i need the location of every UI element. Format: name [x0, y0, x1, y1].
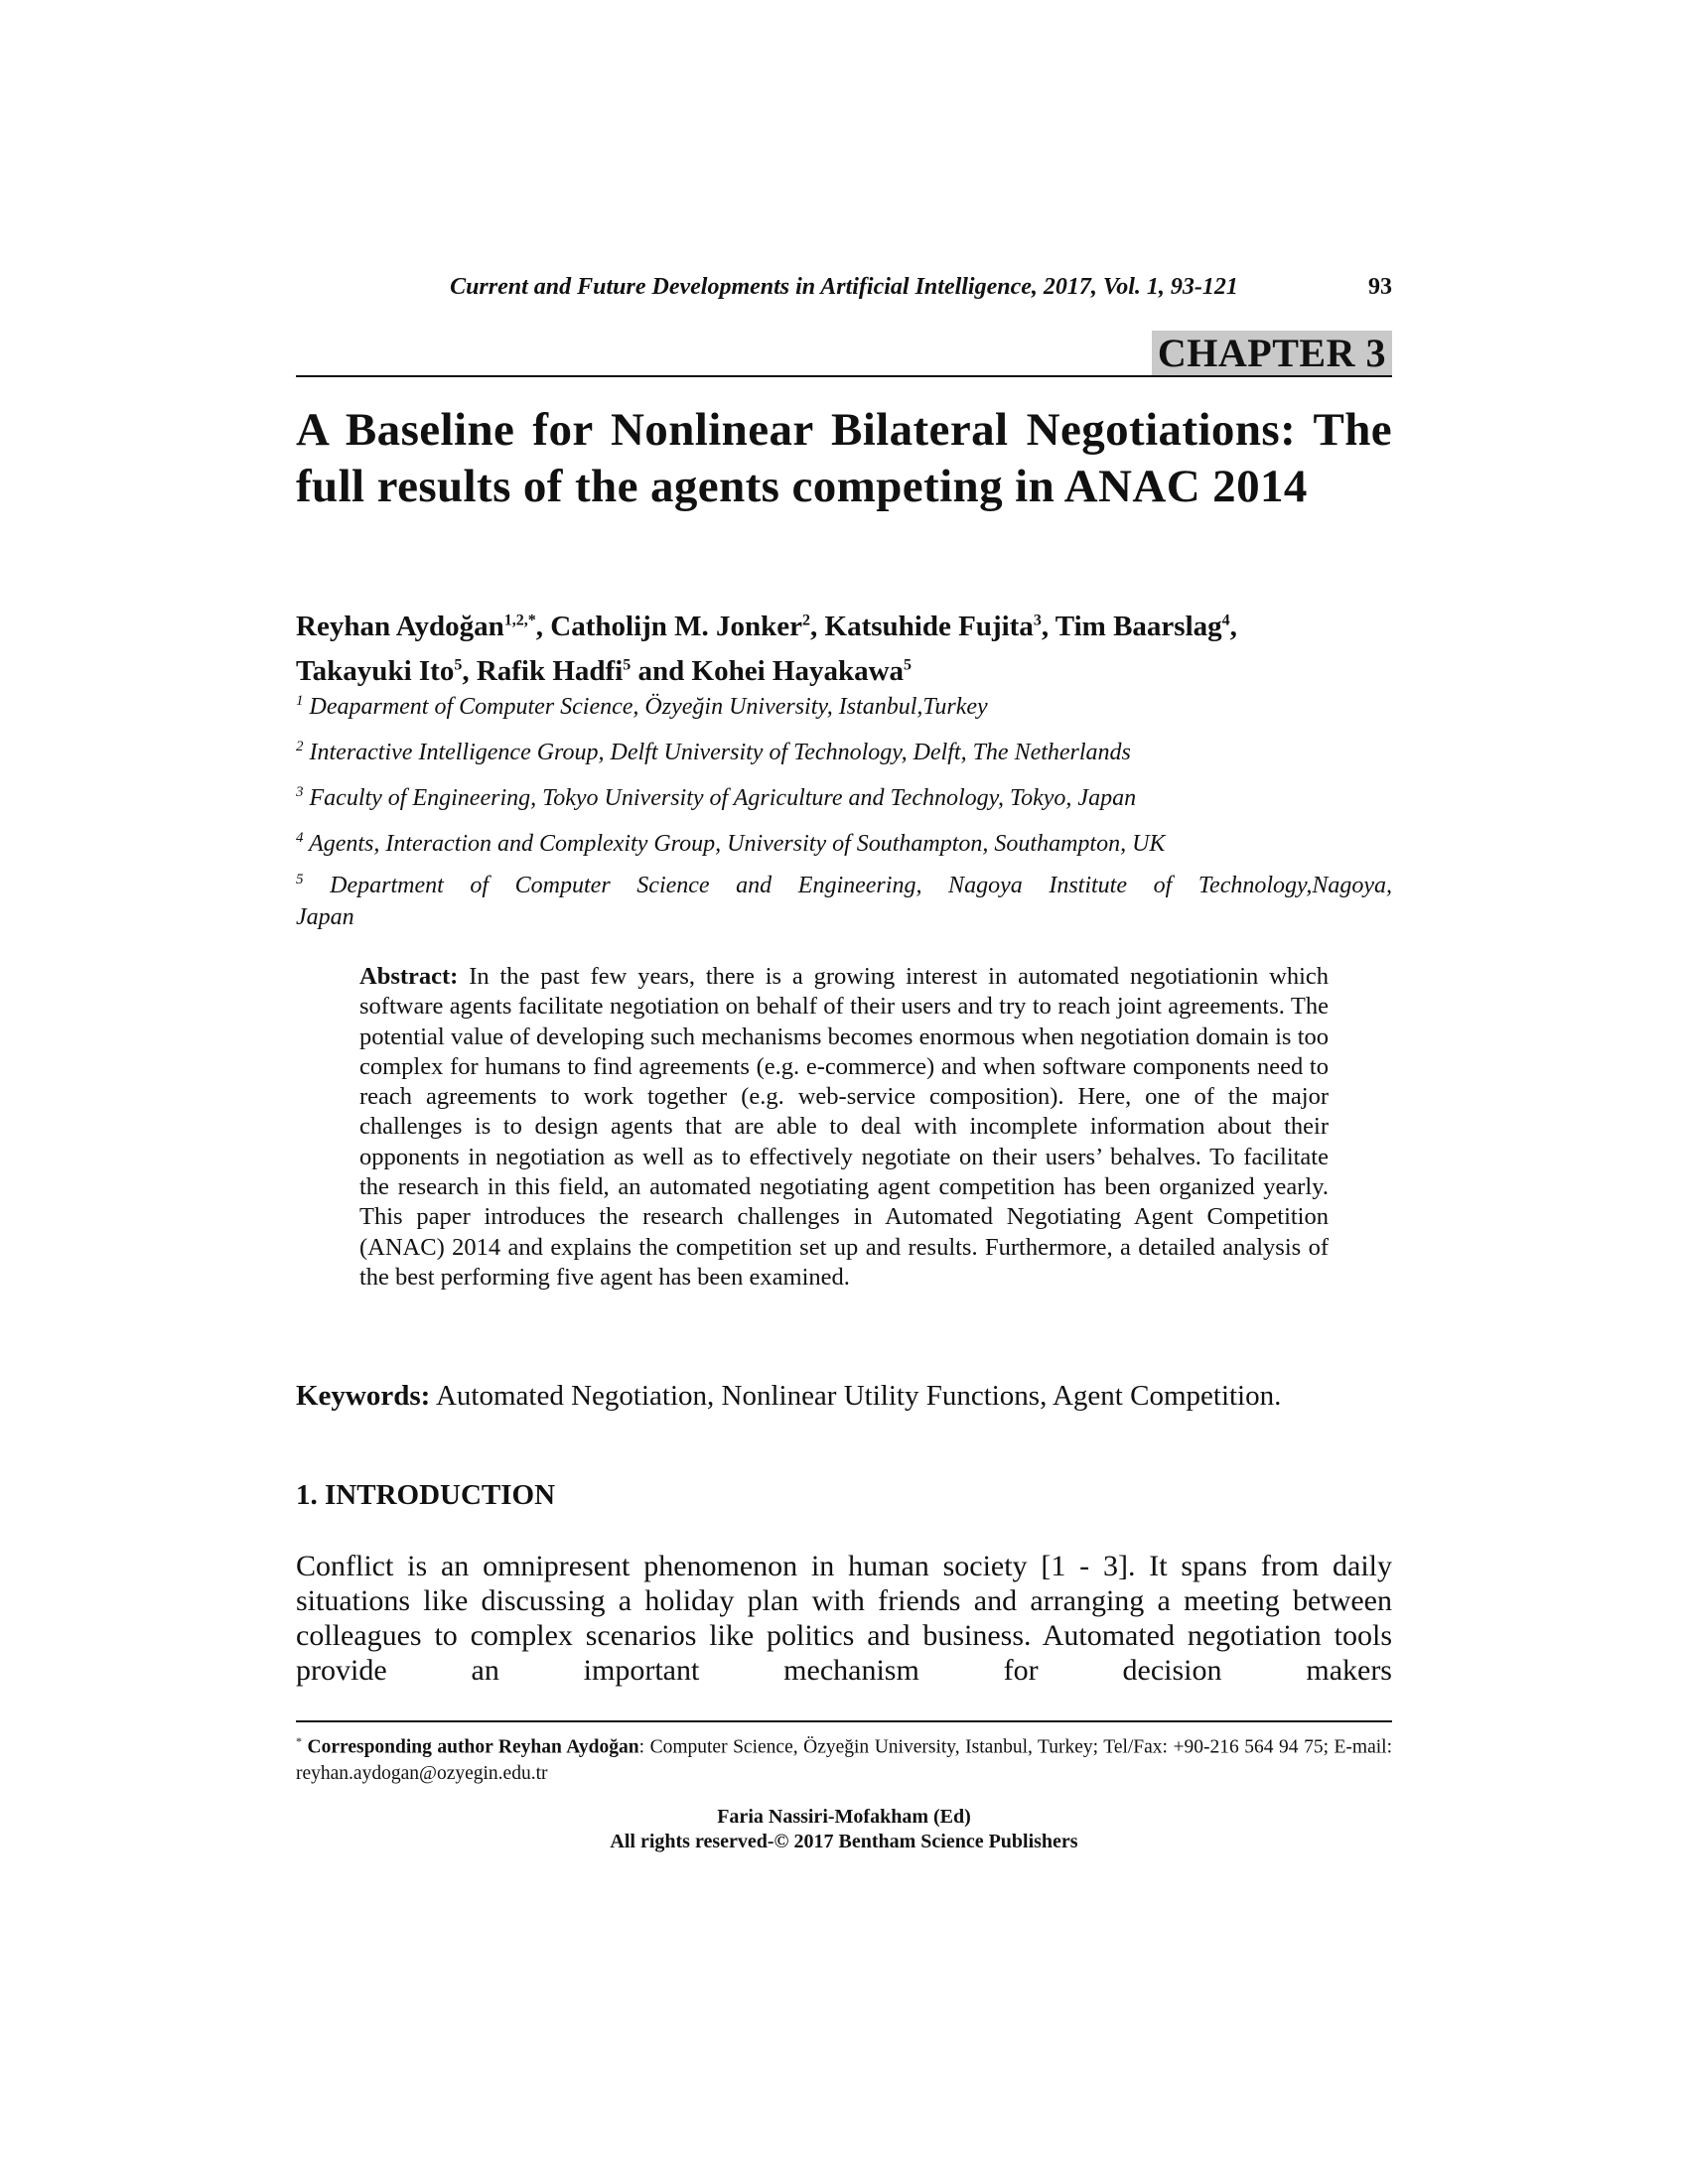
intro-paragraph: Conflict is an omnipresent phenomenon in human society [1 - 3]. It spans from daily situations like discussing a holiday plan with friends and arranging a meeting between colleagues to complex scenarios like politics and business. Automated negotiation tools provide an important mechanism for decision makers: [296, 1550, 1392, 1687]
header-rule: [296, 375, 1392, 377]
affiliation-continuation: Japan: [296, 904, 354, 930]
abstract: [359, 962, 1329, 1293]
chapter-label: CHAPTER 3: [1152, 331, 1392, 376]
affiliation-item: $^1$ Deaparment of Computer Science, Özyeğin University, Istanbul,Turkey: [296, 693, 988, 720]
editor-line: Faria Nassiri-Mofakham (Ed): [717, 1806, 971, 1828]
page-number: 93: [1368, 274, 1392, 300]
affiliation-item: $^2$ Interactive Intelligence Group, Delft University of Technology, Delft, The Netherlands: [296, 739, 1131, 765]
affiliation-item: $^5$ Department of Computer Science and Engineering, Nagoya Institute of Technology,Nagoya,: [296, 872, 1392, 898]
author: Rafik Hadfi$^5$ and: [476, 655, 692, 688]
chapter-title: A Baseline for Nonlinear Bilateral Negotiations: The full results of the agents competing in ANAC 2014: [296, 404, 1392, 512]
footnote-mark: *: [296, 1734, 302, 1748]
author: Katsuhide Fujita$^3$,: [824, 610, 1055, 642]
footnote-text: : Computer Science, Özyeğin University, Istanbul, Turkey; Tel/Fax: +90-216 564 94 75; E-mail: reyhan.aydogan@ozyegin.edu.tr: [296, 1736, 1393, 1784]
footnote-rule: [296, 1720, 1392, 1722]
author-list: [296, 601, 1392, 691]
keywords-text: Automated Negotiation, Nonlinear Utility Functions, Agent Competition.: [435, 1380, 1282, 1412]
author: Catholijn M. Jonker$^2$,: [550, 610, 825, 642]
footnote: [296, 1728, 1392, 1787]
journal-citation: Current and Future Developments in Artificial Intelligence, 2017, Vol. 1, 93-121: [450, 274, 1238, 300]
keywords: [296, 1378, 1392, 1414]
keywords-label: Keywords:: [296, 1380, 431, 1412]
affiliation-item: $^3$ Faculty of Engineering, Tokyo University of Agriculture and Technology, Tokyo, Japan: [296, 784, 1137, 811]
author: Takayuki Ito$^5$,: [296, 655, 477, 688]
author: Kohei Hayakawa$^5$: [691, 655, 913, 688]
affiliation-item: $^4$ Agents, Interaction and Complexity Group, University of Southampton, Southampton, UK: [296, 830, 1166, 857]
running-header: [296, 274, 1392, 306]
abstract-label: Abstract:: [359, 963, 459, 990]
author: Reyhan Aydoğan$^{1,2,*}$,: [296, 610, 551, 642]
affiliation-list: [296, 681, 1392, 933]
section-heading: 1. INTRODUCTION: [296, 1479, 556, 1511]
author: Tim Baarslag$^4$,: [1055, 610, 1237, 642]
abstract-text: In the past few years, there is a growing interest in automated negotiationin which software agents facilitate negotiation on behalf of their users and try to reach joint agreements. The potential value of developing such mechanisms becomes enormous when negotiation domain is too complex for humans to find agreements (e.g. e-commerce) and when software components need to reach agreements to work together (e.g. web-service composition). Here, one of the major challenges is to design agents that are able to deal with incomplete information about their opponents in negotiation as well as to effectively negotiate on their users’ behalves. To facilitate the research in this field, an automated negotiating agent competition has been organized yearly. This paper introduces the research challenges in Automated Negotiating Agent Competition (ANAC) 2014 and explains the competition set up and results. Furthermore, a detailed analysis of the best performing five agent has been examined.: [359, 963, 1330, 1291]
footnote-label: Corresponding author Reyhan Aydoğan: [307, 1736, 639, 1758]
rights-line: All rights reserved-© 2017 Bentham Science Publishers: [610, 1831, 1078, 1852]
